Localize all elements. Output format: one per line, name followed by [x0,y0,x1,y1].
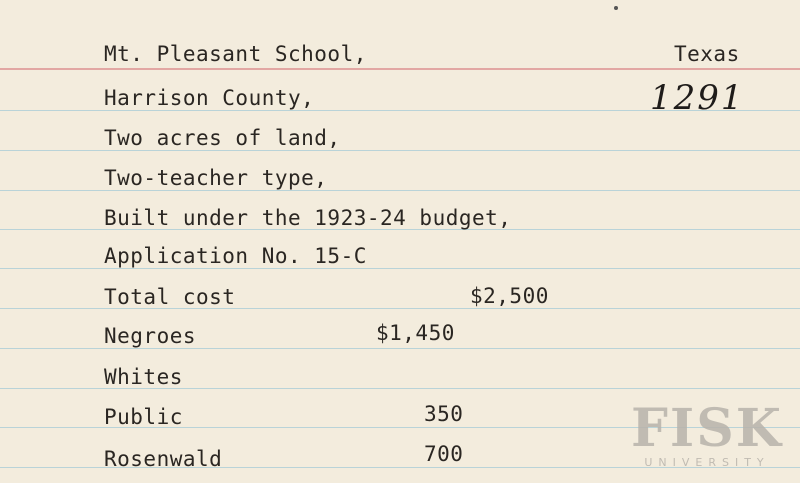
rosenwald-label: Rosenwald [104,447,223,471]
total-cost-value: $2,500 [470,284,549,308]
whites-label: Whites [104,365,183,389]
negroes-label: Negroes [104,324,197,348]
school-name: Mt. Pleasant School, [104,42,367,66]
ruled-line [0,348,800,349]
public-label: Public [104,405,183,429]
watermark-main: FISK [631,398,783,459]
header-red-rule [0,68,800,70]
handwritten-number: 1291 [650,78,745,118]
state-name: Texas [674,42,740,66]
ink-dot [614,6,618,10]
type-line: Two-teacher type, [104,166,328,190]
negroes-value: $1,450 [376,321,455,345]
fisk-university-watermark [622,398,792,470]
rosenwald-value: 700 [424,442,464,466]
total-cost-label: Total cost [104,285,236,309]
watermark-sub: UNIVERSITY [644,456,770,469]
ruled-line [0,190,800,191]
county-line: Harrison County, [104,86,315,110]
application-line: Application No. 15-C [104,244,367,268]
budget-line: Built under the 1923-24 budget, [104,206,512,230]
ruled-line [0,268,800,269]
ruled-line [0,150,800,151]
land-line: Two acres of land, [104,126,341,150]
public-value: 350 [424,402,464,426]
